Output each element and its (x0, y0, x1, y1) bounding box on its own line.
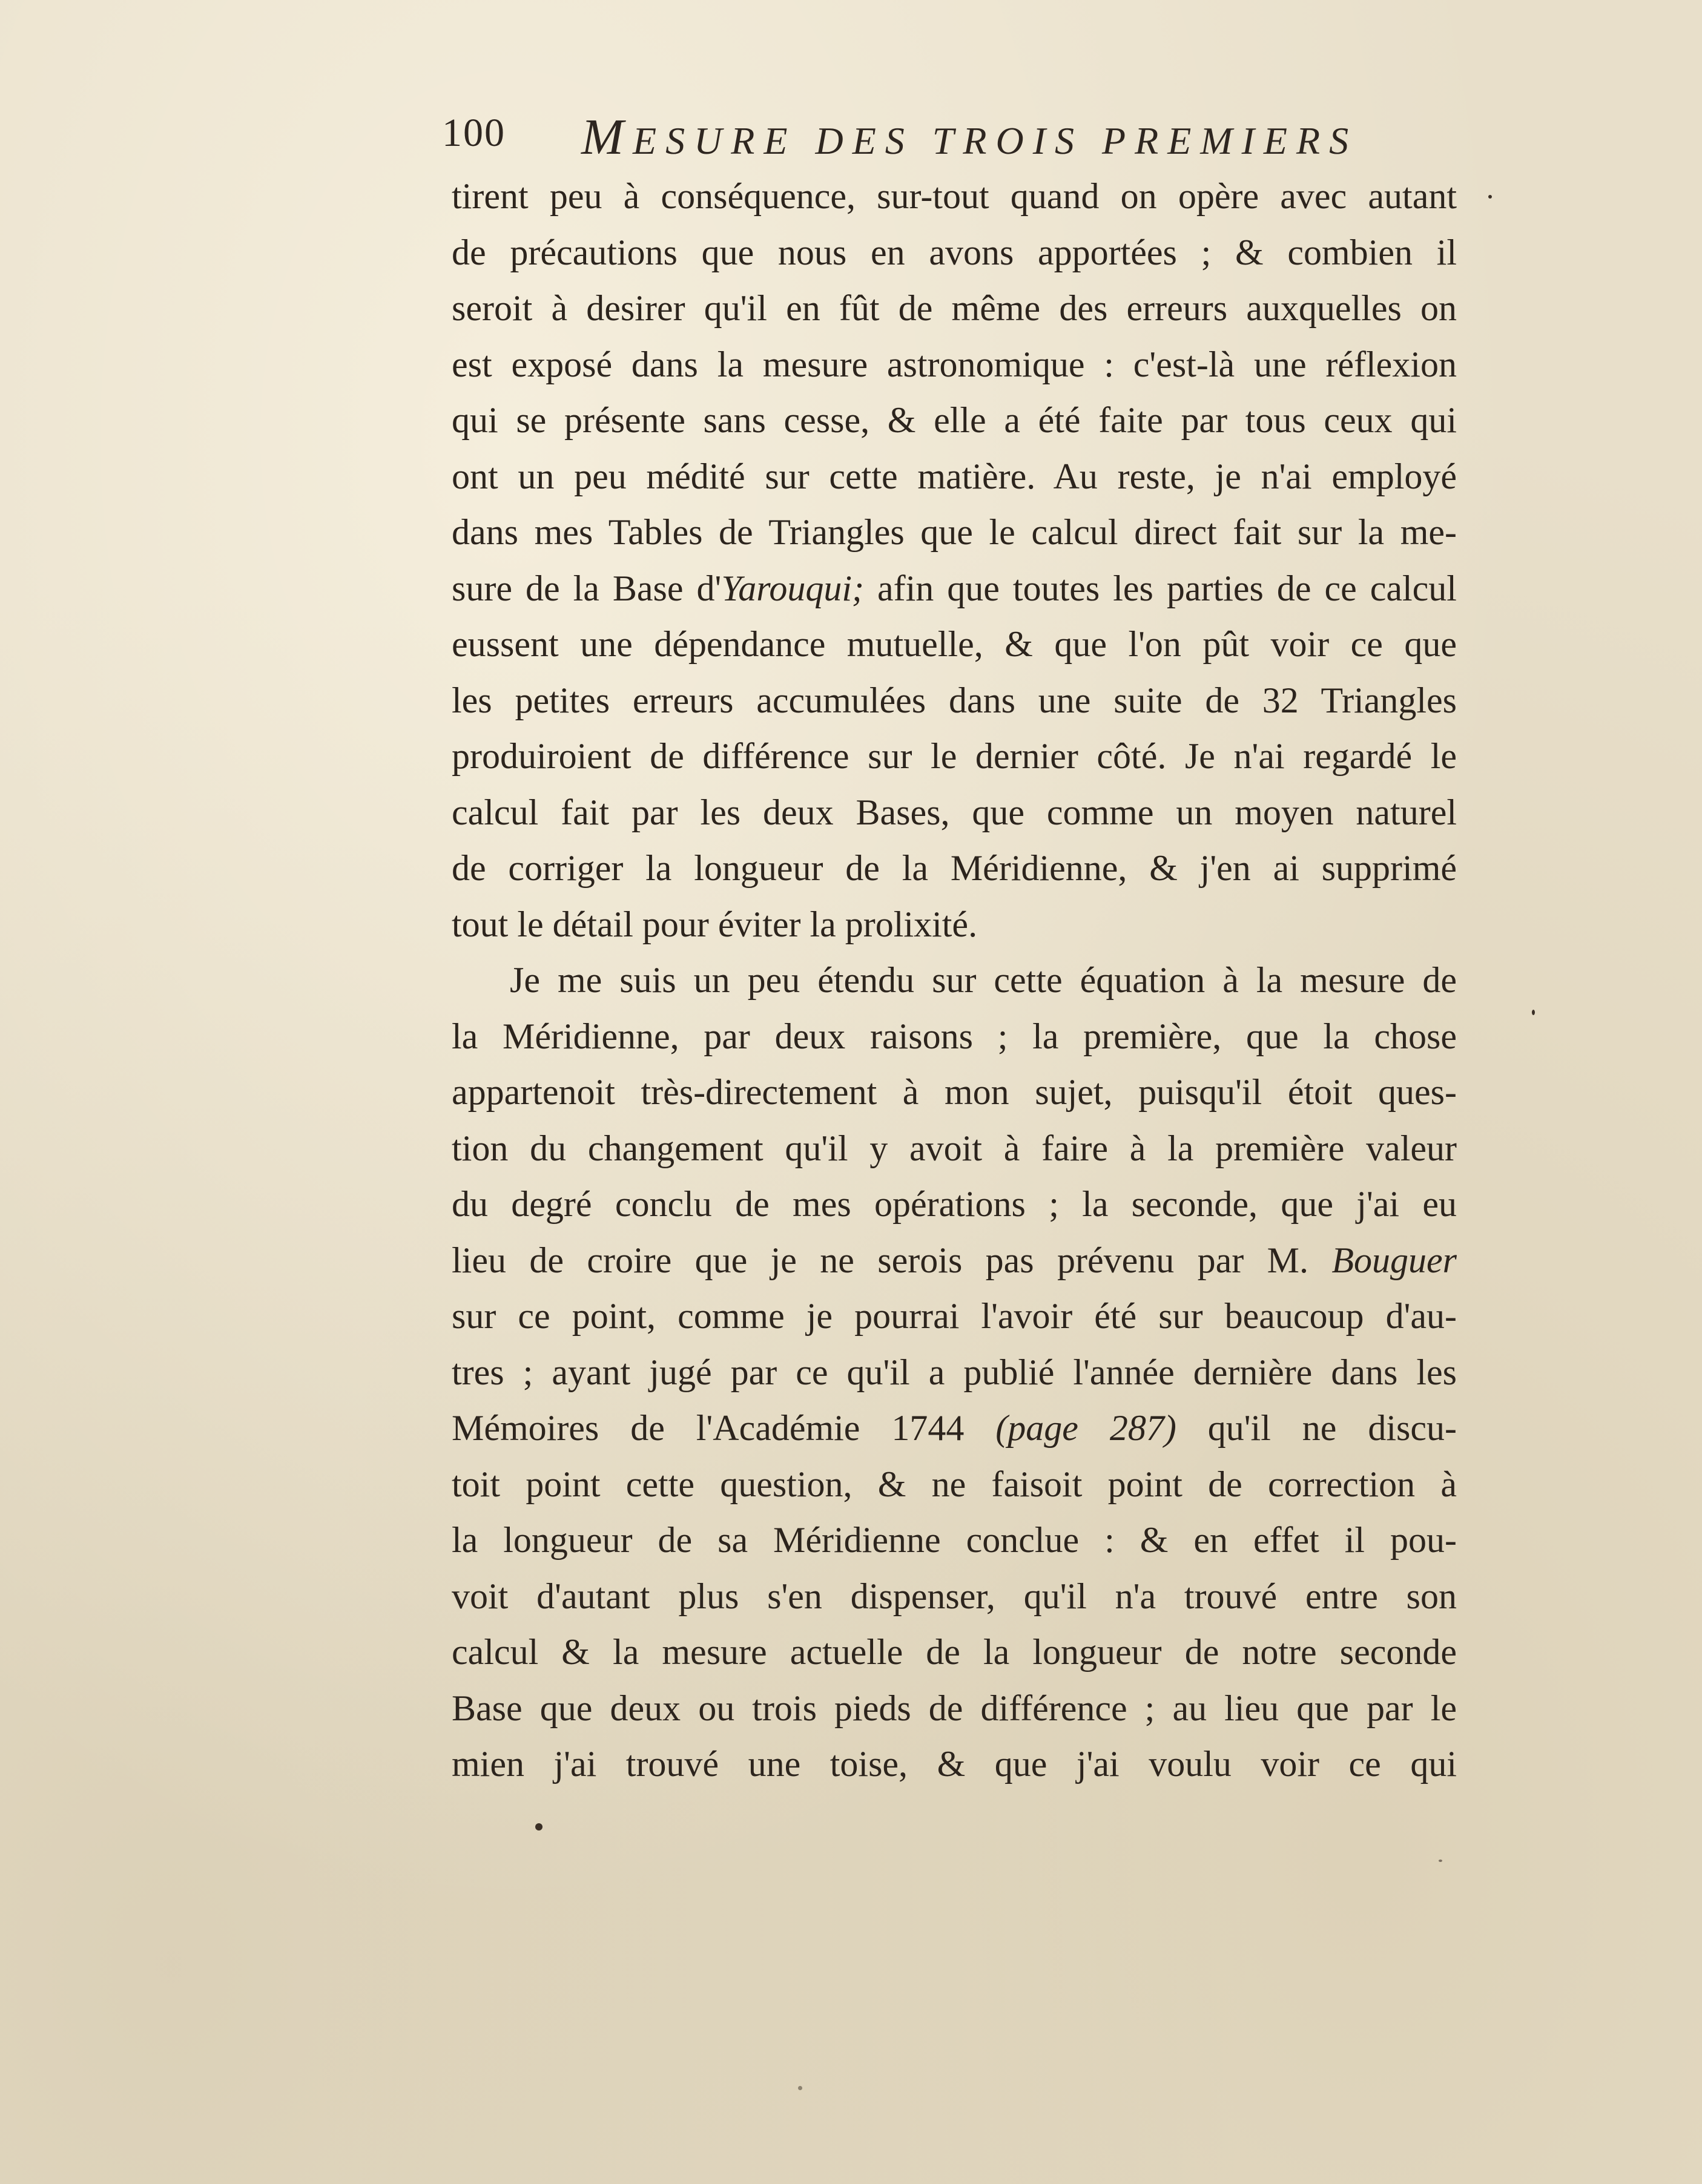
person-name-bouguer: Bouguer (1331, 1240, 1457, 1280)
text-line-29: mien j'ai trouvé une toise, & que j'ai voulu voir ce qui (452, 1744, 1457, 1784)
text-line-17: appartenoit très-directement à mon sujet, puisqu'il étoit ques- (452, 1072, 1457, 1112)
text-line-23-end: qu'il ne discu- (1176, 1408, 1457, 1448)
text-line-27: calcul & la mesure actuelle de la longueur de notre seconde (452, 1632, 1457, 1672)
text-line-1: tirent peu à conséquence, sur-tout quand on opère avec autant (452, 176, 1457, 216)
text-line-9: eussent une dépendance mutuelle, & que l'on pût voir ce que (452, 624, 1457, 664)
text-line-23 (452, 1400, 1457, 1456)
text-line-2: de précautions que nous en avons apportées ; & combien il (452, 232, 1457, 272)
text-line-3: seroit à desirer qu'il en fût de même des erreurs auxquelles on (452, 288, 1457, 328)
text-line-7: dans mes Tables de Triangles que le calcul direct fait sur la me- (452, 512, 1457, 552)
text-line-26: voit d'autant plus s'en dispenser, qu'il n'a trouvé entre son (452, 1576, 1457, 1616)
text-line-19: du degré conclu de mes opérations ; la seconde, que j'ai eu (452, 1184, 1457, 1224)
text-line-4: est exposé dans la mesure astronomique : c'est-là une réflexion (452, 344, 1457, 384)
text-line-5: qui se présente sans cesse, & elle a été faite par tous ceux qui (452, 400, 1457, 440)
text-line-23-start: Mémoires de l'Académie 1744 (452, 1408, 996, 1448)
text-line-16: la Méridienne, par deux raisons ; la première, que la chose (452, 1016, 1457, 1056)
text-line-11: produiroient de différence sur le dernier côté. Je n'ai regardé le (452, 736, 1457, 776)
text-line-8 (452, 561, 1457, 617)
running-title-rest: ESURE DES TROIS PREMIERS (632, 119, 1358, 162)
running-title (581, 108, 1357, 166)
page-number: 100 (442, 111, 506, 155)
text-line-22: tres ; ayant jugé par ce qu'il a publié l'année dernière dans les (452, 1352, 1457, 1392)
text-line-24: toit point cette question, & ne faisoit point de correction à (452, 1464, 1457, 1504)
text-line-8-start: sure de la Base d' (452, 568, 722, 608)
body-text (452, 168, 1457, 1792)
text-line-28: Base que deux ou trois pieds de différence ; au lieu que par le (452, 1688, 1457, 1728)
ink-speck (1488, 195, 1492, 199)
ink-speck (798, 2086, 802, 2090)
text-line-14: tout le détail pour éviter la prolixité. (452, 904, 978, 944)
text-line-18: tion du changement qu'il y avoit à faire à la première valeur (452, 1128, 1457, 1168)
running-title-initial: M (581, 109, 633, 165)
ink-speck (1439, 1860, 1442, 1862)
text-line-10: les petites erreurs accumulées dans une suite de 32 Triangles (452, 680, 1457, 720)
text-line-21: sur ce point, comme je pourrai l'avoir été sur beaucoup d'au- (452, 1296, 1457, 1336)
ink-speck (535, 1823, 543, 1830)
text-line-6: ont un peu médité sur cette matière. Au reste, je n'ai employé (452, 456, 1457, 496)
text-line-13: de corriger la longueur de la Méridienne, & j'en ai supprimé (452, 848, 1457, 888)
text-line-12: calcul fait par les deux Bases, que comme un moyen naturel (452, 792, 1457, 832)
text-line-15: Je me suis un peu étendu sur cette équation à la mesure de (510, 960, 1457, 1000)
place-name-yarouqui: Yarouqui; (721, 568, 864, 608)
ink-speck (1532, 1010, 1535, 1015)
text-line-20-start: lieu de croire que je ne serois pas prévenu par M. (452, 1240, 1332, 1280)
text-line-25: la longueur de sa Méridienne conclue : & en effet il pou- (452, 1520, 1457, 1560)
text-line-8-end: afin que toutes les parties de ce calcul (864, 568, 1457, 608)
running-header (442, 108, 1471, 174)
text-line-20 (452, 1232, 1457, 1289)
page-reference: (page 287) (995, 1408, 1176, 1448)
